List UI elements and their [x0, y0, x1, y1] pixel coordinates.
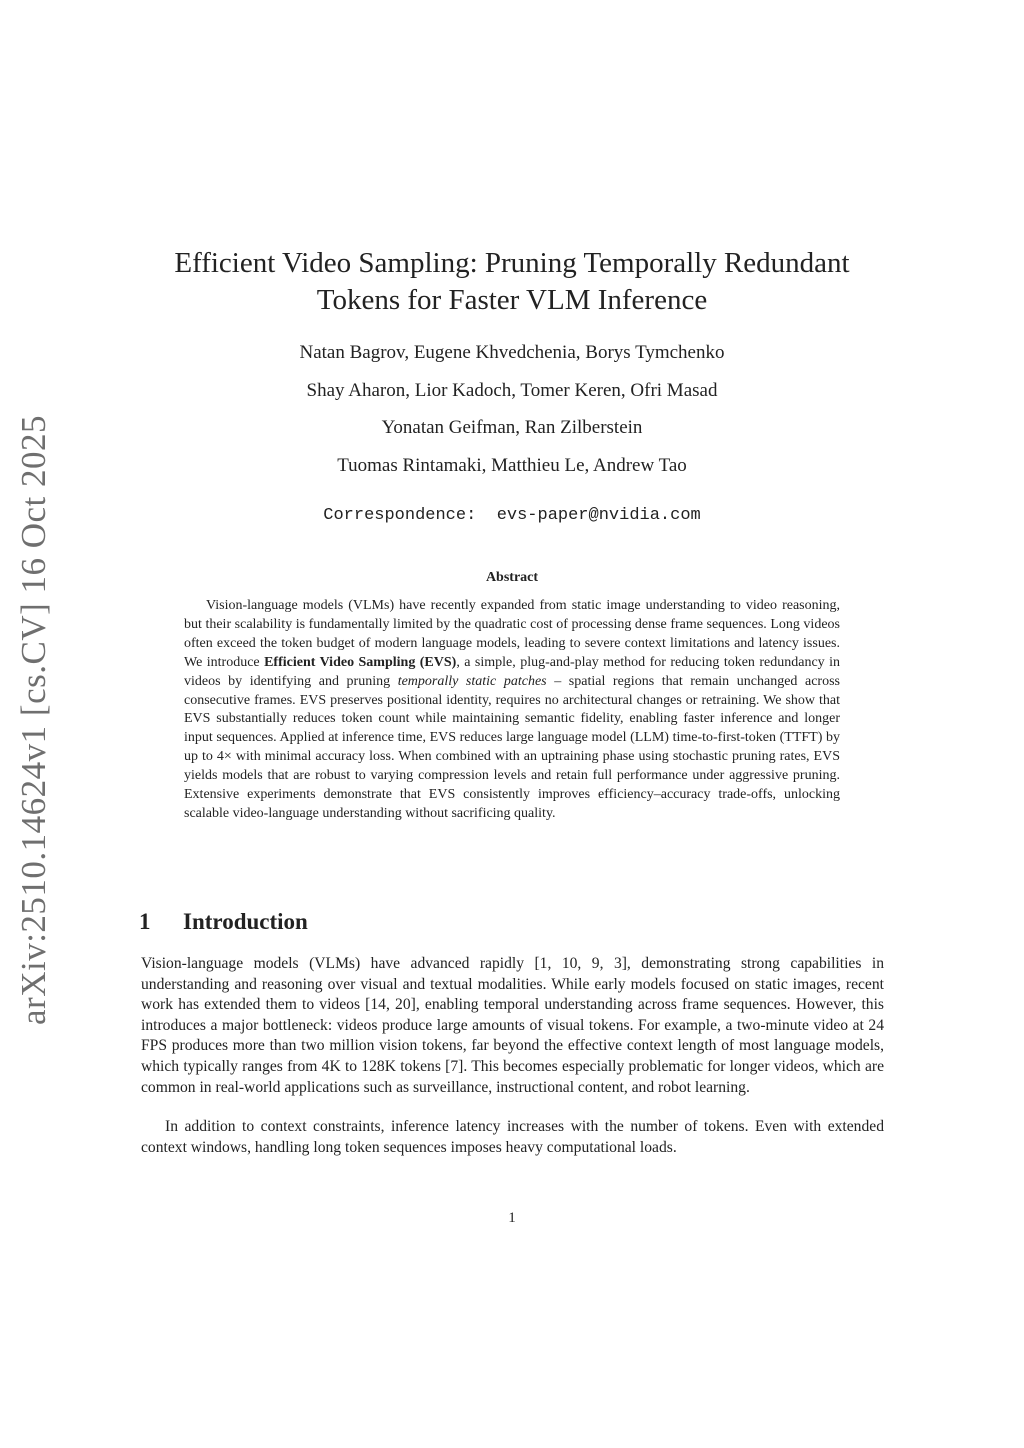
- abstract-text: , a simple, plug-and-play method for reducing token redundancy in videos by identifying and pruning: [184, 654, 841, 689]
- author-line: Tuomas Rintamaki, Matthieu Le, Andrew Tao: [337, 454, 687, 476]
- abstract-heading: Abstract: [485, 570, 539, 585]
- paper-title-line-1: Efficient Video Sampling: Pruning Temporally Redundant: [174, 247, 850, 279]
- author-line: Natan Bagrov, Eugene Khvedchenia, Borys Tymchenko: [299, 342, 725, 363]
- page-number: 1: [508, 1210, 516, 1226]
- author-line: Shay Aharon, Lior Kadoch, Tomer Keren, Ofri Masad: [306, 379, 718, 401]
- arxiv-identifier-stamp: arXiv:2510.14624v1 [cs.CV] 16 Oct 2025: [14, 414, 53, 1025]
- abstract-text: Vision-language models (VLMs) have recently expanded from static image understanding to video reasoning, but their scalability is fundamentally limited by the quadratic cost of processing dense frame sequences. Long videos often exceed the token budget of modern language models, leading to severe context limitations and latency issues. We introduce: [184, 598, 840, 670]
- introduction-paragraph: In addition to context constraints, inference latency increases with the number of tokens. Even with extended context windows, handling long token sequences imposes heavy computational loads.: [141, 1118, 884, 1156]
- paper-title-line-2: Tokens for Faster VLM Inference: [316, 284, 708, 316]
- abstract-italic-term: temporally static patches: [397, 673, 547, 689]
- paper-title: [0, 245, 1024, 319]
- author-line: Yonatan Geifman, Ran Zilberstein: [381, 417, 643, 438]
- correspondence-email: Correspondence: evs-paper@nvidia.com: [323, 506, 701, 525]
- section-heading-introduction: [139, 909, 308, 935]
- section-title: Introduction: [183, 909, 308, 934]
- section-number: 1: [139, 909, 151, 934]
- abstract-bold-term: Efficient Video Sampling (EVS): [264, 654, 457, 670]
- abstract-text: – spatial regions that remain unchanged across consecutive frames. EVS preserves positional identity, requires no architectural changes or retraining. We show that EVS substantially reduces token count while maintaining semantic fidelity, enabling faster inference and longer input sequences. Applied at inference time, EVS reduces large language model (LLM) time-to-first-token (TTFT) by up to 4× with minimal accuracy loss. When combined with an uptraining phase using stochastic pruning rates, EVS yields models that are robust to varying compression levels and retain full performance under aggressive pruning. Extensive experiments demonstrate that EVS consistently improves efficiency–accuracy trade-offs, unlocking scalable video-language understanding without sacrificing quality.: [184, 673, 840, 821]
- author-list: [0, 340, 1024, 490]
- introduction-paragraph: Vision-language models (VLMs) have advanced rapidly [1, 10, 9, 3], demonstrating strong capabilities in understanding and reasoning over visual and textual modalities. While early models focused on static images, recent work has extended them to videos [14, 20], enabling temporal understanding across frame sequences. However, this introduces a major bottleneck: videos produce large amounts of visual tokens. For example, a two-minute video at 24 FPS produces more than two million vision tokens, far beyond the effective context length of most language models, which typically ranges from 4K to 128K tokens [7]. This becomes especially problematic for longer videos, which are common in real-world applications such as surveillance, instructional content, and robot learning.: [141, 955, 884, 1096]
- abstract-body: [184, 597, 840, 824]
